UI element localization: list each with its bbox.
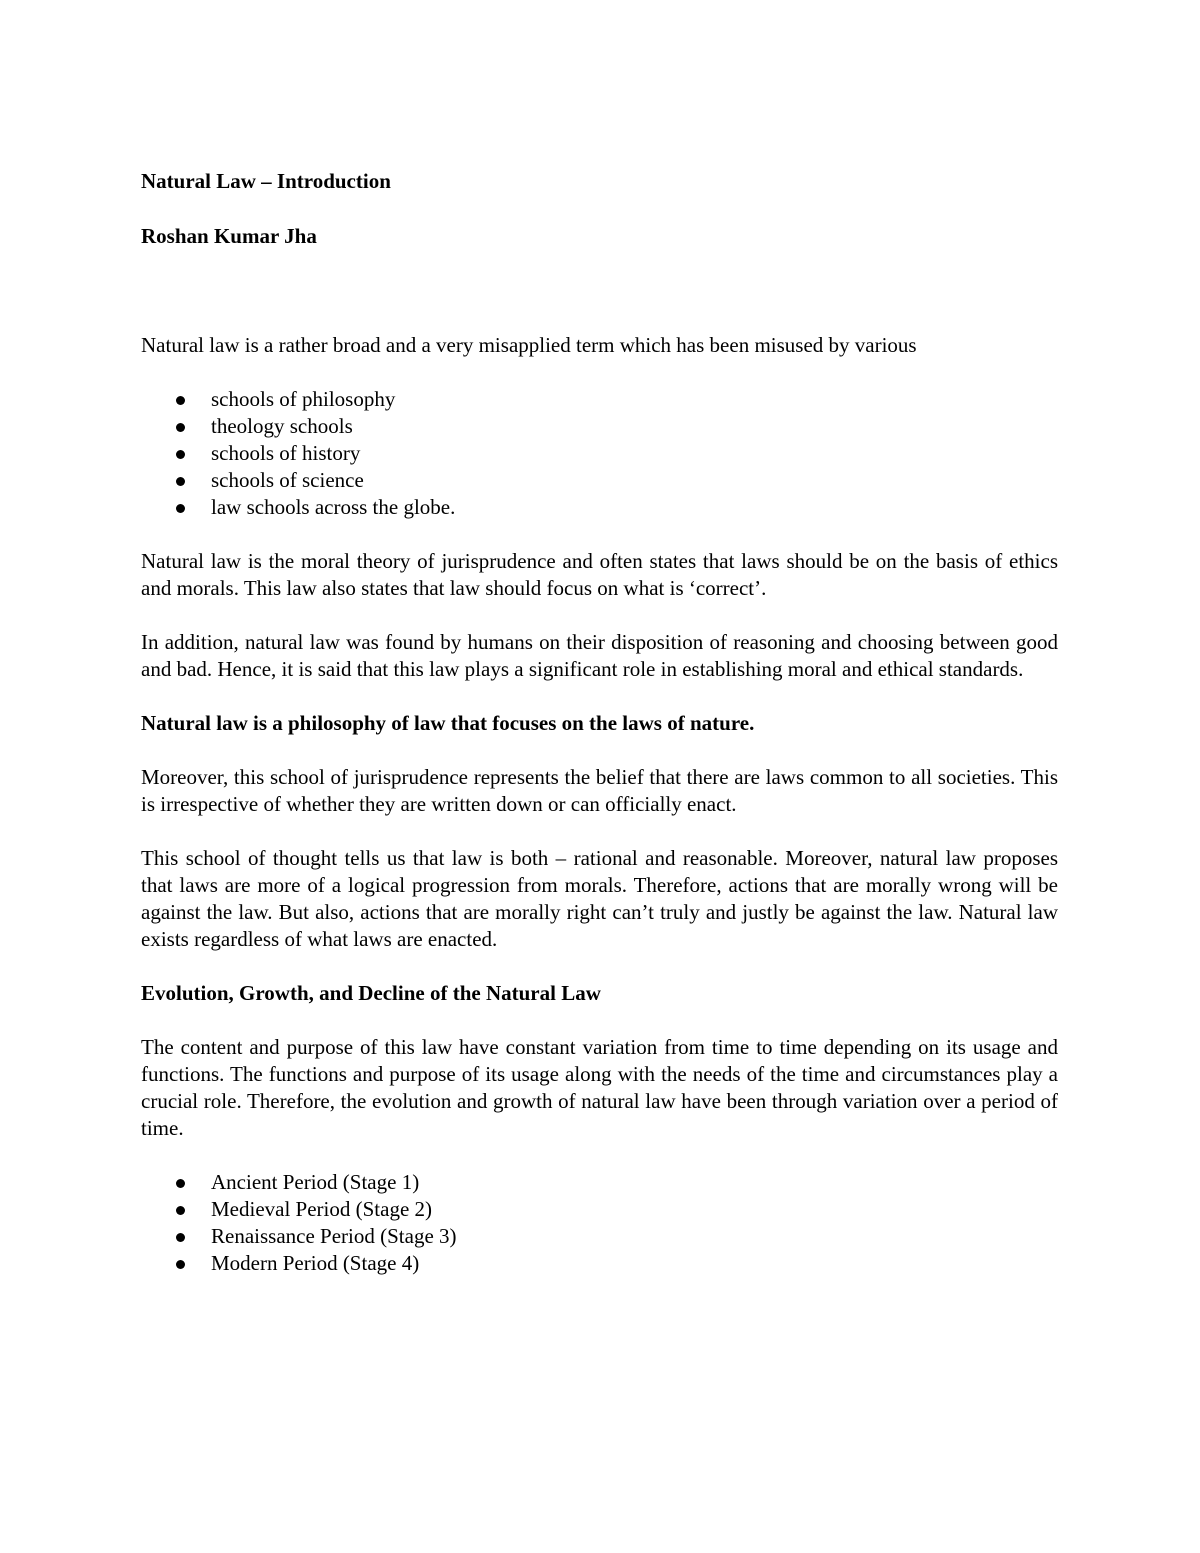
list-item-text: Renaissance Period (Stage 3) [211, 1224, 457, 1248]
bullet-icon [176, 1260, 185, 1269]
paragraph-common-laws: Moreover, this school of jurisprudence represents the belief that there are laws common to all societies. This is irrespective of whether they are written down or can officially enact. [141, 765, 1058, 816]
paragraph-moral-theory: Natural law is the moral theory of jurisprudence and often states that laws should be on the basis of ethics and morals. This law also states that law should focus on what is ‘correct’. [141, 549, 1058, 600]
list-item-text: schools of history [211, 441, 361, 465]
paragraph-evolution: The content and purpose of this law have constant variation from time to time depending on its usage and functions. The functions and purpose of its usage along with the needs of the time and circumstances play a crucial role. Therefore, the evolution and growth of natural law have been through variation over a period of time. [141, 1035, 1058, 1140]
section-heading: Evolution, Growth, and Decline of the Natural Law [141, 981, 601, 1005]
paragraph-rational: This school of thought tells us that law is both – rational and reasonable. Moreover, natural law proposes that laws are more of a logical progression from morals. Therefore, actions that are morally wrong will be against the law. But also, actions that are morally right can’t truly and justly be against the law. Natural law exists regardless of what laws are enacted. [141, 846, 1058, 951]
bullet-icon [176, 477, 185, 486]
list-item [141, 413, 1058, 440]
document-title: Natural Law – Introduction [141, 169, 391, 193]
bullet-icon [176, 504, 185, 513]
bullet-icon [176, 396, 185, 405]
list-item [141, 1169, 1058, 1196]
bullet-icon [176, 1206, 185, 1215]
list-item-text: Modern Period (Stage 4) [211, 1251, 420, 1275]
list-item [141, 494, 1058, 521]
bullet-icon [176, 450, 185, 459]
bullet-icon [176, 423, 185, 432]
list-item-text: schools of philosophy [211, 387, 396, 411]
list-item [141, 467, 1058, 494]
document-page [141, 168, 1058, 1277]
document-author: Roshan Kumar Jha [141, 224, 317, 248]
list-item-text: schools of science [211, 468, 364, 492]
bold-statement: Natural law is a philosophy of law that focuses on the laws of nature. [141, 711, 755, 735]
list-item-text: Ancient Period (Stage 1) [211, 1170, 420, 1194]
bullet-icon [176, 1179, 185, 1188]
periods-list [141, 1169, 1058, 1277]
list-item-text: law schools across the globe. [211, 495, 456, 519]
intro-paragraph: Natural law is a rather broad and a very misapplied term which has been misused by various [141, 333, 917, 357]
list-item-text: theology schools [211, 414, 353, 438]
list-item [141, 1250, 1058, 1277]
bullet-icon [176, 1233, 185, 1242]
list-item [141, 440, 1058, 467]
list-item [141, 386, 1058, 413]
list-item [141, 1223, 1058, 1250]
list-item-text: Medieval Period (Stage 2) [211, 1197, 433, 1221]
list-item [141, 1196, 1058, 1223]
schools-list [141, 386, 1058, 521]
paragraph-reasoning: In addition, natural law was found by humans on their disposition of reasoning and choosing between good and bad. Hence, it is said that this law plays a significant role in establishing moral and ethical standards. [141, 630, 1058, 681]
